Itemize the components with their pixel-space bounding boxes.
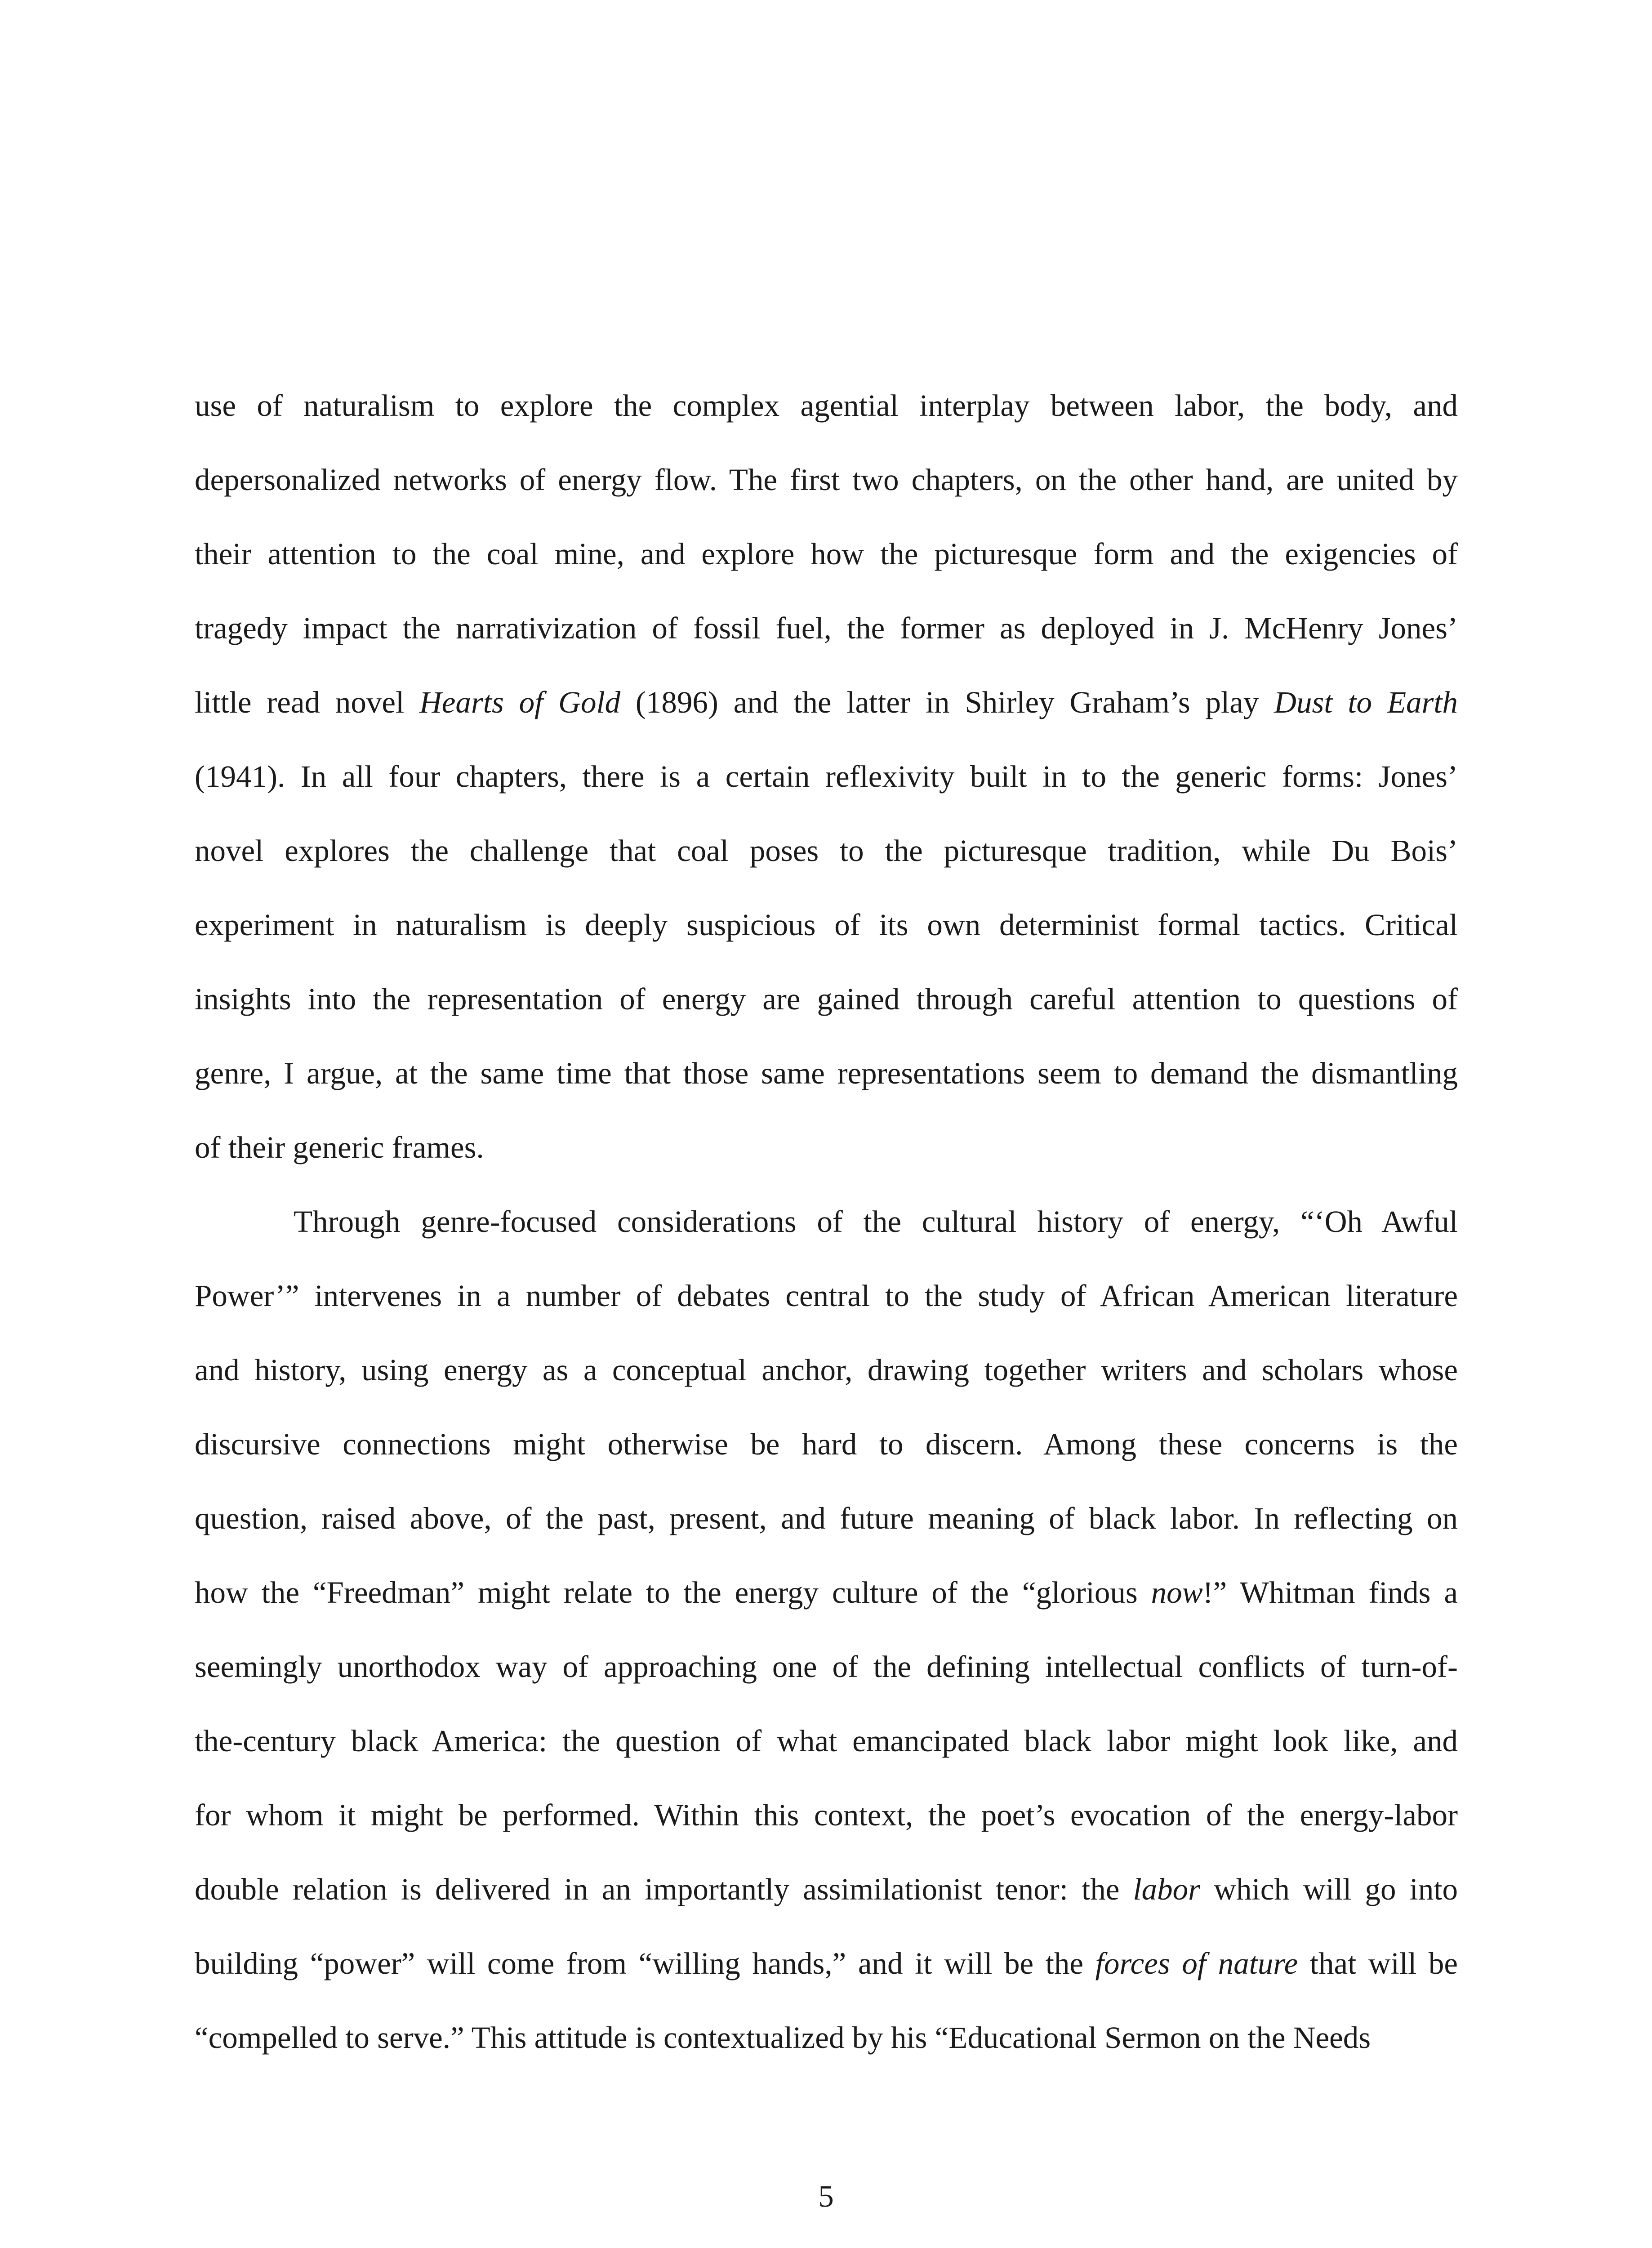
text-line: [195, 1111, 1458, 1185]
text-run: that will be: [1298, 1946, 1458, 1980]
text-line: [195, 1333, 1458, 1407]
text-run: (1941). In all four chapters, there is a certain reflexivity built in to the generic forms: Jones’: [195, 759, 1458, 794]
text-run: their attention to the coal mine, and explore how the picturesque form and the exigencies of: [195, 537, 1458, 571]
italic-text: Dust to Earth: [1274, 685, 1458, 719]
text-run: use of naturalism to explore the complex agential interplay between labor, the body, and: [195, 388, 1458, 423]
text-run: little read novel: [195, 685, 419, 719]
text-run: experiment in naturalism is deeply suspicious of its own determinist formal tactics. Critical: [195, 908, 1458, 942]
text-run: building “power” will come from “willing hands,” and it will be the: [195, 1946, 1095, 1980]
text-run: discursive connections might otherwise be hard to discern. Among these concerns is the: [195, 1427, 1458, 1461]
text-run: insights into the representation of energy are gained through careful attention to questions of: [195, 982, 1458, 1016]
text-line: [195, 1630, 1458, 1704]
text-line: [195, 1852, 1458, 1927]
text-line: [195, 369, 1458, 443]
text-line: [195, 443, 1458, 517]
text-run: !” Whitman finds a: [1202, 1575, 1458, 1610]
italic-text: now: [1151, 1575, 1203, 1610]
text-line: [195, 1407, 1458, 1481]
text-line: [195, 1185, 1458, 1259]
text-run: genre, I argue, at the same time that those same representations seem to demand the dismantling: [195, 1056, 1458, 1090]
text-run: tragedy impact the narrativization of fossil fuel, the former as deployed in J. McHenry Jones’: [195, 611, 1458, 645]
text-line: [195, 1556, 1458, 1630]
italic-text: forces of nature: [1095, 1946, 1298, 1980]
text-run: novel explores the challenge that coal poses to the picturesque tradition, while Du Bois’: [195, 834, 1458, 868]
text-run: which will go into: [1200, 1872, 1458, 1906]
paragraph: [195, 1185, 1458, 2075]
text-run: for whom it might be performed. Within this context, the poet’s evocation of the energy-labor: [195, 1798, 1458, 1832]
text-line: [195, 1704, 1458, 1778]
text-run: depersonalized networks of energy flow. The first two chapters, on the other hand, are united by: [195, 463, 1458, 497]
text-line: [195, 1778, 1458, 1852]
text-run: the-century black America: the question of what emancipated black labor might look like, and: [195, 1724, 1458, 1758]
text-line: [195, 888, 1458, 962]
text-run: double relation is delivered in an importantly assimilationist tenor: the: [195, 1872, 1133, 1906]
text-line: [195, 517, 1458, 591]
text-line: [195, 814, 1458, 888]
text-line: [195, 665, 1458, 740]
text-line: [195, 740, 1458, 814]
paragraph: [195, 369, 1458, 1185]
text-run: Power’” intervenes in a number of debates central to the study of African American literature: [195, 1279, 1458, 1313]
text-line: [195, 962, 1458, 1036]
text-line: [195, 2001, 1458, 2075]
italic-text: Hearts of Gold: [419, 685, 621, 719]
text-run: “compelled to serve.” This attitude is contextualized by his “Educational Sermon on the Needs: [195, 2021, 1371, 2055]
text-line: [195, 1481, 1458, 1556]
text-run: seemingly unorthodox way of approaching one of the defining intellectual conflicts of turn-of-: [195, 1650, 1458, 1684]
text-line: [195, 1927, 1458, 2001]
text-line: [195, 1036, 1458, 1111]
text-run: question, raised above, of the past, present, and future meaning of black labor. In reflecting on: [195, 1501, 1458, 1535]
text-line: [195, 1259, 1458, 1333]
text-run: Through genre-focused considerations of the cultural history of energy, “‘Oh Awful: [294, 1204, 1458, 1239]
page-number: 5: [818, 2179, 834, 2213]
text-line: [195, 591, 1458, 665]
text-run: of their generic frames.: [195, 1130, 484, 1164]
text-run: how the “Freedman” might relate to the energy culture of the “glorious: [195, 1575, 1151, 1610]
text-run: and history, using energy as a conceptual anchor, drawing together writers and scholars whose: [195, 1353, 1458, 1387]
body-text: [195, 369, 1458, 2075]
italic-text: labor: [1133, 1872, 1201, 1906]
text-run: (1896) and the latter in Shirley Graham’s play: [620, 685, 1274, 719]
